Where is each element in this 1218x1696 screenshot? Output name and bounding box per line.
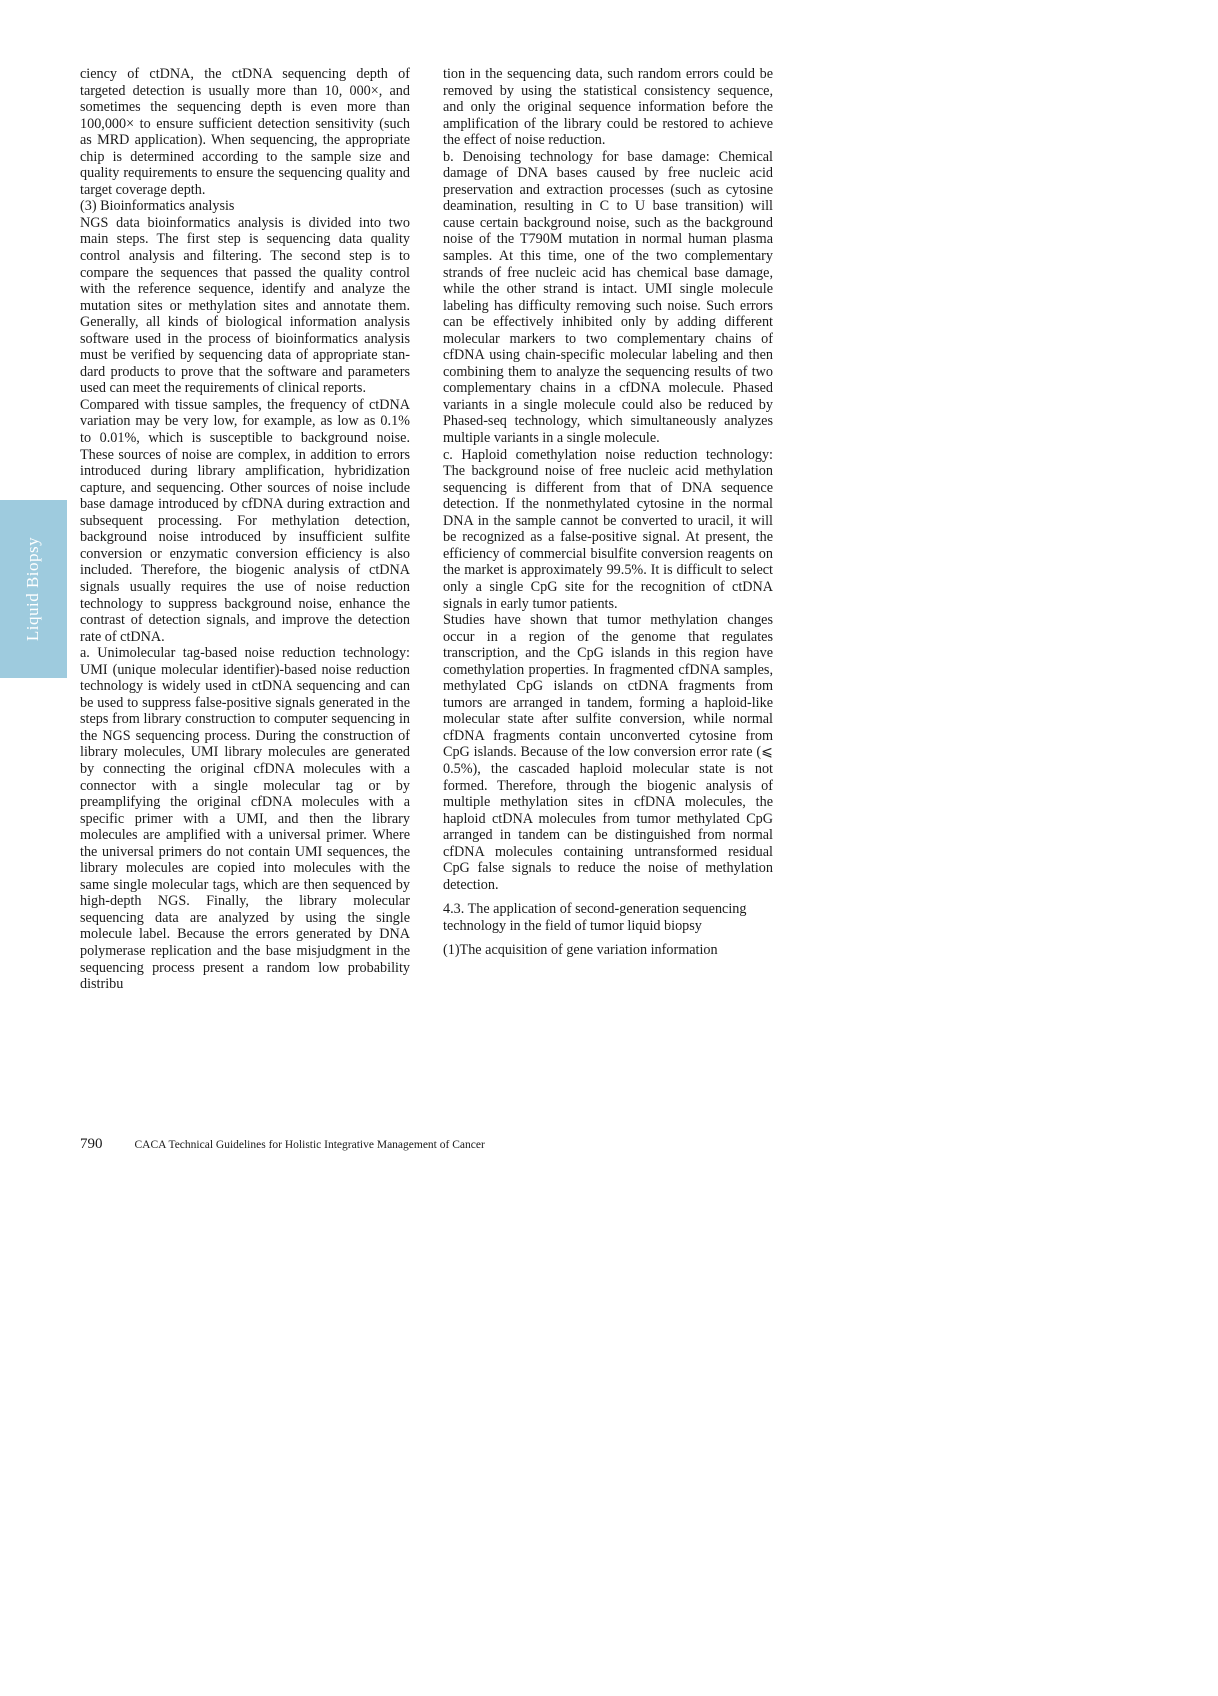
body-paragraph: a. Unimolecular tag-based noise reduction technology: UMI (unique molecular identifier)-based noise reduction technology is widely used in ctDNA sequencing and can be used to suppress false-positive signals generated in the steps from library construction to computer sequencing in the NGS sequencing process. During the construction of library molecules, UMI library molecules are generated by connecting the original cfDNA molecules with a connector with a single molecular tag or by preamplifying the original cfDNA molecules with a specific primer with a UMI, and then the library molecules are amplified with a universal primer. Where the universal primers do not contain UMI sequences, the library molecules are copied into molecules with the same single molecular tags, which are then sequenced by high-depth NGS. Finally, the library molecular sequencing data are analyzed by using the single molecule label. Because the errors generated by DNA polymerase replication and the base misjudgment in the sequencing process present a random low probability distribu (80, 645, 410, 993)
subsection-heading: (1)The acquisition of gene variation information (443, 942, 718, 959)
running-title: CACA Technical Guidelines for Holistic Integrative Management of Cancer (134, 1139, 485, 1151)
body-paragraph: Studies have shown that tumor methylation changes occur in a region of the genome that regulates transcription, and the CpG islands in this region have comethylation properties. In fragmented cfDNA samples, methylated CpG islands on ctDNA fragments from tumors are arranged in tandem, forming a haploid-like molecular state after sulfite conversion, while normal cfDNA fragments contain unconverted cytosine from CpG islands. Because of the low conversion error rate (⩽ 0.5%), the cascaded haploid molecular state is not formed. Therefore, through the biogenic analysis of multiple methylation sites in cfDNA molecules, the haploid ctDNA molecules from tumor methylated CpG arranged in tandem can be distinguished from normal cfDNA molecules containing untransformed residual CpG false signals to reduce the noise of methylation detection. (443, 612, 773, 893)
right-column (443, 66, 773, 959)
section-heading: 4.3. The application of second-generation sequencing technology in the field of tumor liquid biopsy (443, 901, 747, 934)
page-footer (80, 1136, 485, 1153)
subsection-heading: (3) Bioinformatics analysis (80, 198, 235, 215)
side-tab-label: Liquid Biopsy (23, 536, 43, 642)
body-paragraph: Compared with tissue samples, the frequency of ctDNA variation may be very low, for example, as low as 0.1% to 0.01%, which is susceptible to background noise. These sources of noise are complex, in addition to errors introduced during library amplification, hybridization capture, and sequencing. Other sources of noise include base damage introduced by cfDNA during extraction and subsequent processing. For methylation detection, background noise introduced by insufficient sulfite conversion or enzymatic conversion efficiency is also included. Therefore, the biogenic analysis of ctDNA signals usually requires the use of noise reduction technology to suppress background noise, enhance the contrast of detection signals, and improve the detection rate of ctDNA. (80, 396, 410, 645)
body-paragraph: tion in the sequencing data, such random errors could be removed by using the statistical consistency sequence, and only the original sequence information before the amplification of the library could be restored to achieve the effect of noise reduction. (443, 66, 773, 149)
body-paragraph: b. Denoising technology for base damage: Chemical damage of DNA bases caused by free nucleic acid preservation and extraction processes (such as cytosine deamination, resulting in C to U base transition) will cause certain background noise, such as the background noise of the T790M mutation in normal human plasma samples. At this time, one of the two complementary strands of free nucleic acid has chemical base damage, while the other strand is intact. UMI single molecule labeling has difficulty removing such noise. Such errors can be effectively inhibited only by adding different molecular markers to two complementary chains of cfDNA using chain-specific molecular labeling and then combining them to analyze the sequencing results of two complementary chains in a cfDNA molecule. Phased variants in a single molecule could also be reduced by Phased-seq technology, which simultaneously analyzes multiple variants in a single molecule. (443, 148, 773, 447)
left-column (80, 66, 410, 993)
body-paragraph: c. Haploid comethylation noise reduction technology: The background noise of free nucleic acid methylation sequencing is different from that of DNA sequence detection. If the nonmethylated cytosine in the normal DNA in the sample cannot be converted to uracil, it will be recognized as a false-positive signal. At present, the efficiency of commercial bisulfite conversion reagents on the market is approximately 99.5%. It is difficult to select only a single CpG site for the recognition of ctDNA signals in early tumor patients. (443, 446, 773, 612)
section-side-tab (0, 500, 67, 678)
page-number: 790 (80, 1136, 103, 1152)
body-paragraph: NGS data bioinformatics analysis is divided into two main steps. The first step is sequencing data quality control analysis and filtering. The second step is to compare the sequences that passed the quality control with the reference sequence, identify and analyze the mutation sites or methylation sites and annotate them. Generally, all kinds of biological information analysis software used in the process of bioinformatics analysis must be verified by sequencing data of appropriate standard products to prove that the software and parameters used can meet the requirements of clinical reports. (80, 214, 410, 397)
body-paragraph: ciency of ctDNA, the ctDNA sequencing depth of targeted detection is usually more than 10, 000×, and sometimes the sequencing depth is even more than 100,000× to ensure sufficient detection sensitivity (such as MRD application). When sequencing, the appropriate chip is determined according to the sample size and quality requirements to ensure the sequencing quality and target coverage depth. (80, 66, 410, 198)
